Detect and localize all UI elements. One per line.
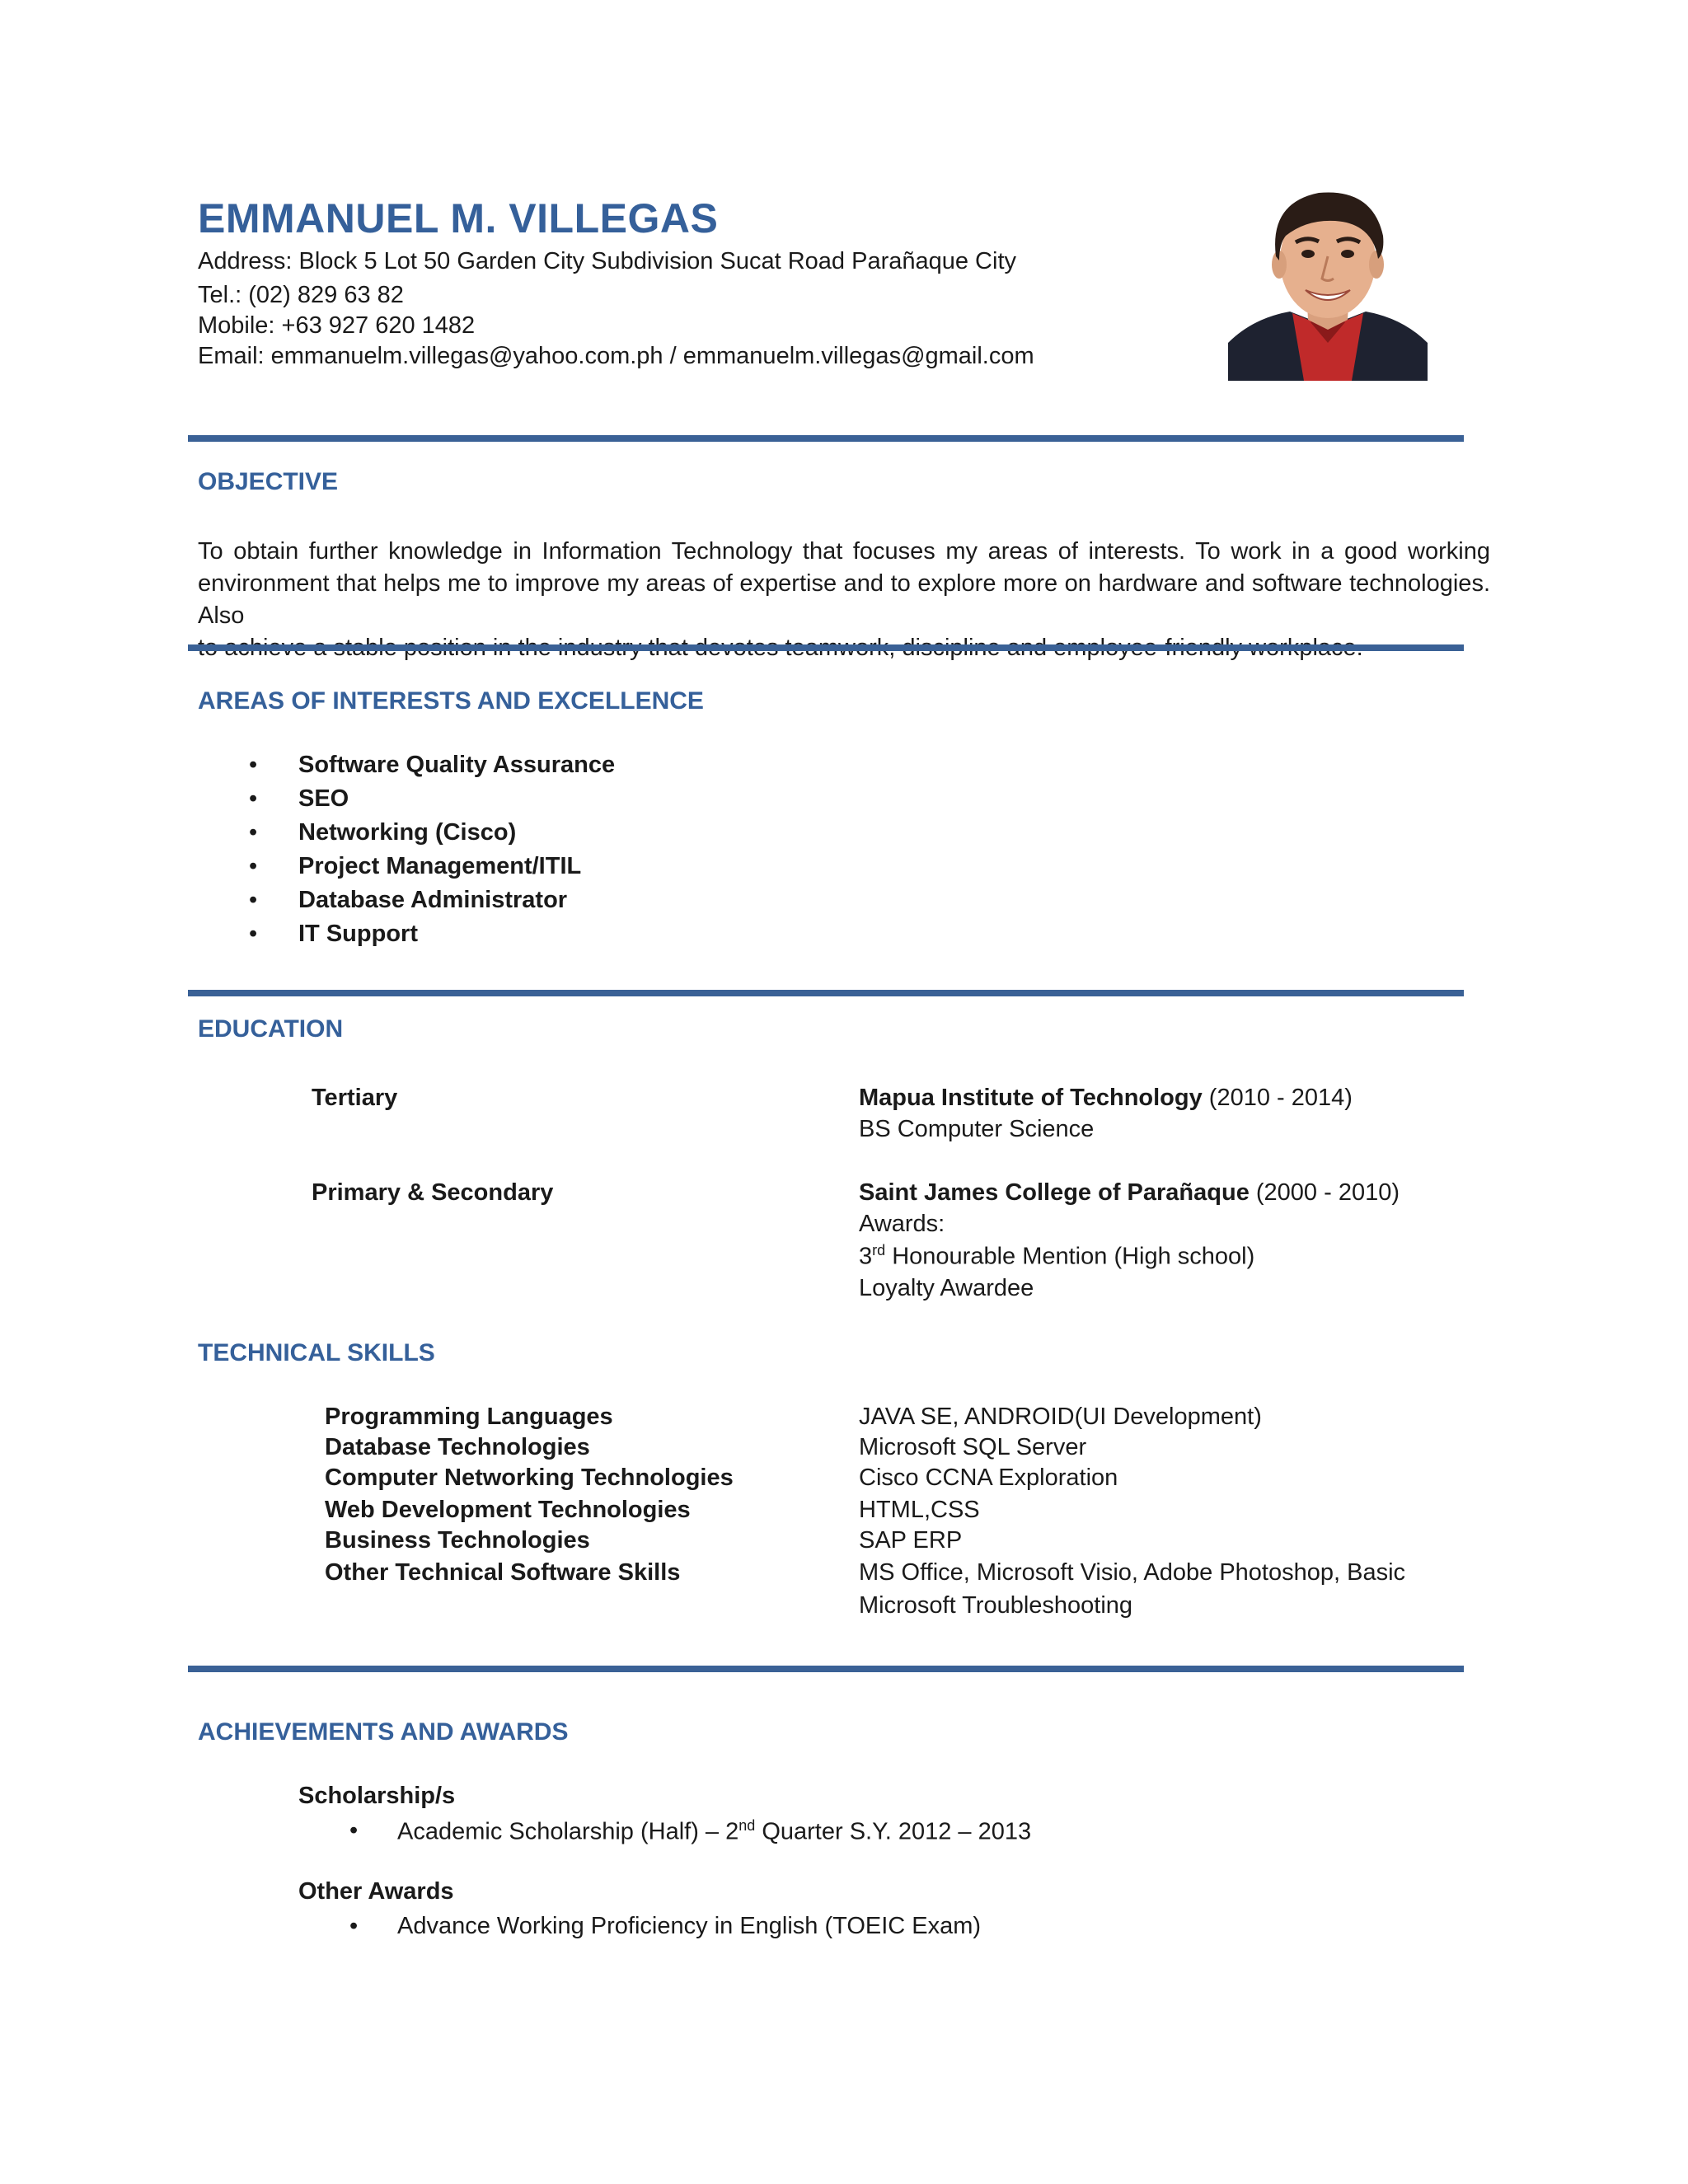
candidate-name: EMMANUEL M. VILLEGAS [198, 195, 719, 241]
bullet: • [349, 1817, 359, 1844]
interest-item: Networking (Cisco) [298, 819, 517, 846]
bullet: • [249, 853, 258, 879]
objective-line: To obtain further knowledge in Information Technology that focuses my areas of interests. To work in a good working [198, 538, 1490, 565]
skill-value: SAP ERP [859, 1527, 963, 1554]
profile-photo [1228, 178, 1428, 381]
award-rank-suffix: rd [872, 1242, 886, 1258]
section-divider [188, 1666, 1464, 1672]
bullet: • [249, 752, 258, 778]
interests-heading: AREAS OF INTERESTS AND EXCELLENCE [198, 687, 704, 715]
scholarship-text: Academic Scholarship (Half) – 2 [397, 1818, 739, 1845]
skill-value: JAVA SE, ANDROID(UI Development) [859, 1404, 1262, 1430]
skill-label: Computer Networking Technologies [325, 1465, 734, 1491]
skill-label: Programming Languages [325, 1404, 613, 1430]
skill-label: Business Technologies [325, 1527, 590, 1554]
award-text: Honourable Mention (High school) [885, 1243, 1255, 1270]
section-divider [188, 435, 1464, 442]
telephone: Tel.: (02) 829 63 82 [198, 282, 404, 308]
interest-item: SEO [298, 785, 349, 812]
bullet: • [249, 887, 258, 913]
other-award-item: Advance Working Proficiency in English (TOEIC Exam) [397, 1913, 982, 1939]
mobile: Mobile: +63 927 620 1482 [198, 312, 476, 339]
email: Email: emmanuelm.villegas@yahoo.com.ph / emmanuelm.villegas@gmail.com [198, 343, 1034, 369]
tertiary-years: (2010 - 2014) [1202, 1085, 1353, 1111]
section-divider [188, 644, 1464, 651]
secondary-school: Saint James College of Parañaque [859, 1179, 1250, 1206]
section-divider [188, 990, 1464, 996]
bullet: • [249, 819, 258, 846]
bullet: • [349, 1913, 359, 1939]
address: Address: Block 5 Lot 50 Garden City Subdivision Sucat Road Parañaque City [198, 248, 1016, 274]
skill-value: MS Office, Microsoft Visio, Adobe Photoshop, Basic [859, 1559, 1406, 1586]
tertiary-label: Tertiary [312, 1085, 398, 1111]
skill-value: HTML,CSS [859, 1497, 980, 1523]
tertiary-school-line [859, 1085, 1353, 1112]
award-loyalty: Loyalty Awardee [859, 1275, 1034, 1301]
award-rank: 3 [859, 1243, 873, 1270]
skill-value: Microsoft SQL Server [859, 1434, 1087, 1460]
secondary-label: Primary & Secondary [312, 1179, 554, 1206]
interest-item: Database Administrator [298, 887, 568, 913]
bullet: • [249, 921, 258, 947]
education-heading: EDUCATION [198, 1015, 344, 1043]
tertiary-school: Mapua Institute of Technology [859, 1085, 1203, 1111]
secondary-years: (2000 - 2010) [1249, 1179, 1400, 1206]
interest-item: Project Management/ITIL [298, 853, 582, 879]
interest-item: IT Support [298, 921, 418, 947]
bullet: • [249, 785, 258, 812]
scholarship-period: Quarter S.Y. 2012 – 2013 [755, 1818, 1032, 1845]
award-honourable-mention [859, 1242, 1254, 1271]
tertiary-course: BS Computer Science [859, 1116, 1095, 1142]
interest-item: Software Quality Assurance [298, 752, 616, 778]
secondary-school-line [859, 1179, 1400, 1207]
skills-heading: TECHNICAL SKILLS [198, 1339, 435, 1366]
skill-label: Web Development Technologies [325, 1497, 691, 1523]
achievements-heading: ACHIEVEMENTS AND AWARDS [198, 1718, 569, 1746]
skill-label: Other Technical Software Skills [325, 1559, 681, 1586]
skill-value: Cisco CCNA Exploration [859, 1465, 1118, 1491]
skill-value-continuation: Microsoft Troubleshooting [859, 1592, 1133, 1619]
other-awards-label: Other Awards [298, 1878, 454, 1905]
scholarship-item [397, 1817, 1031, 1846]
objective-line: environment that helps me to improve my areas of expertise and to explore more on hardware and software technologies. Also [198, 570, 1490, 629]
awards-label: Awards: [859, 1211, 945, 1237]
scholarship-suffix: nd [738, 1817, 756, 1834]
objective-heading: OBJECTIVE [198, 468, 339, 495]
scholarship-label: Scholarship/s [298, 1783, 456, 1809]
skill-label: Database Technologies [325, 1434, 590, 1460]
